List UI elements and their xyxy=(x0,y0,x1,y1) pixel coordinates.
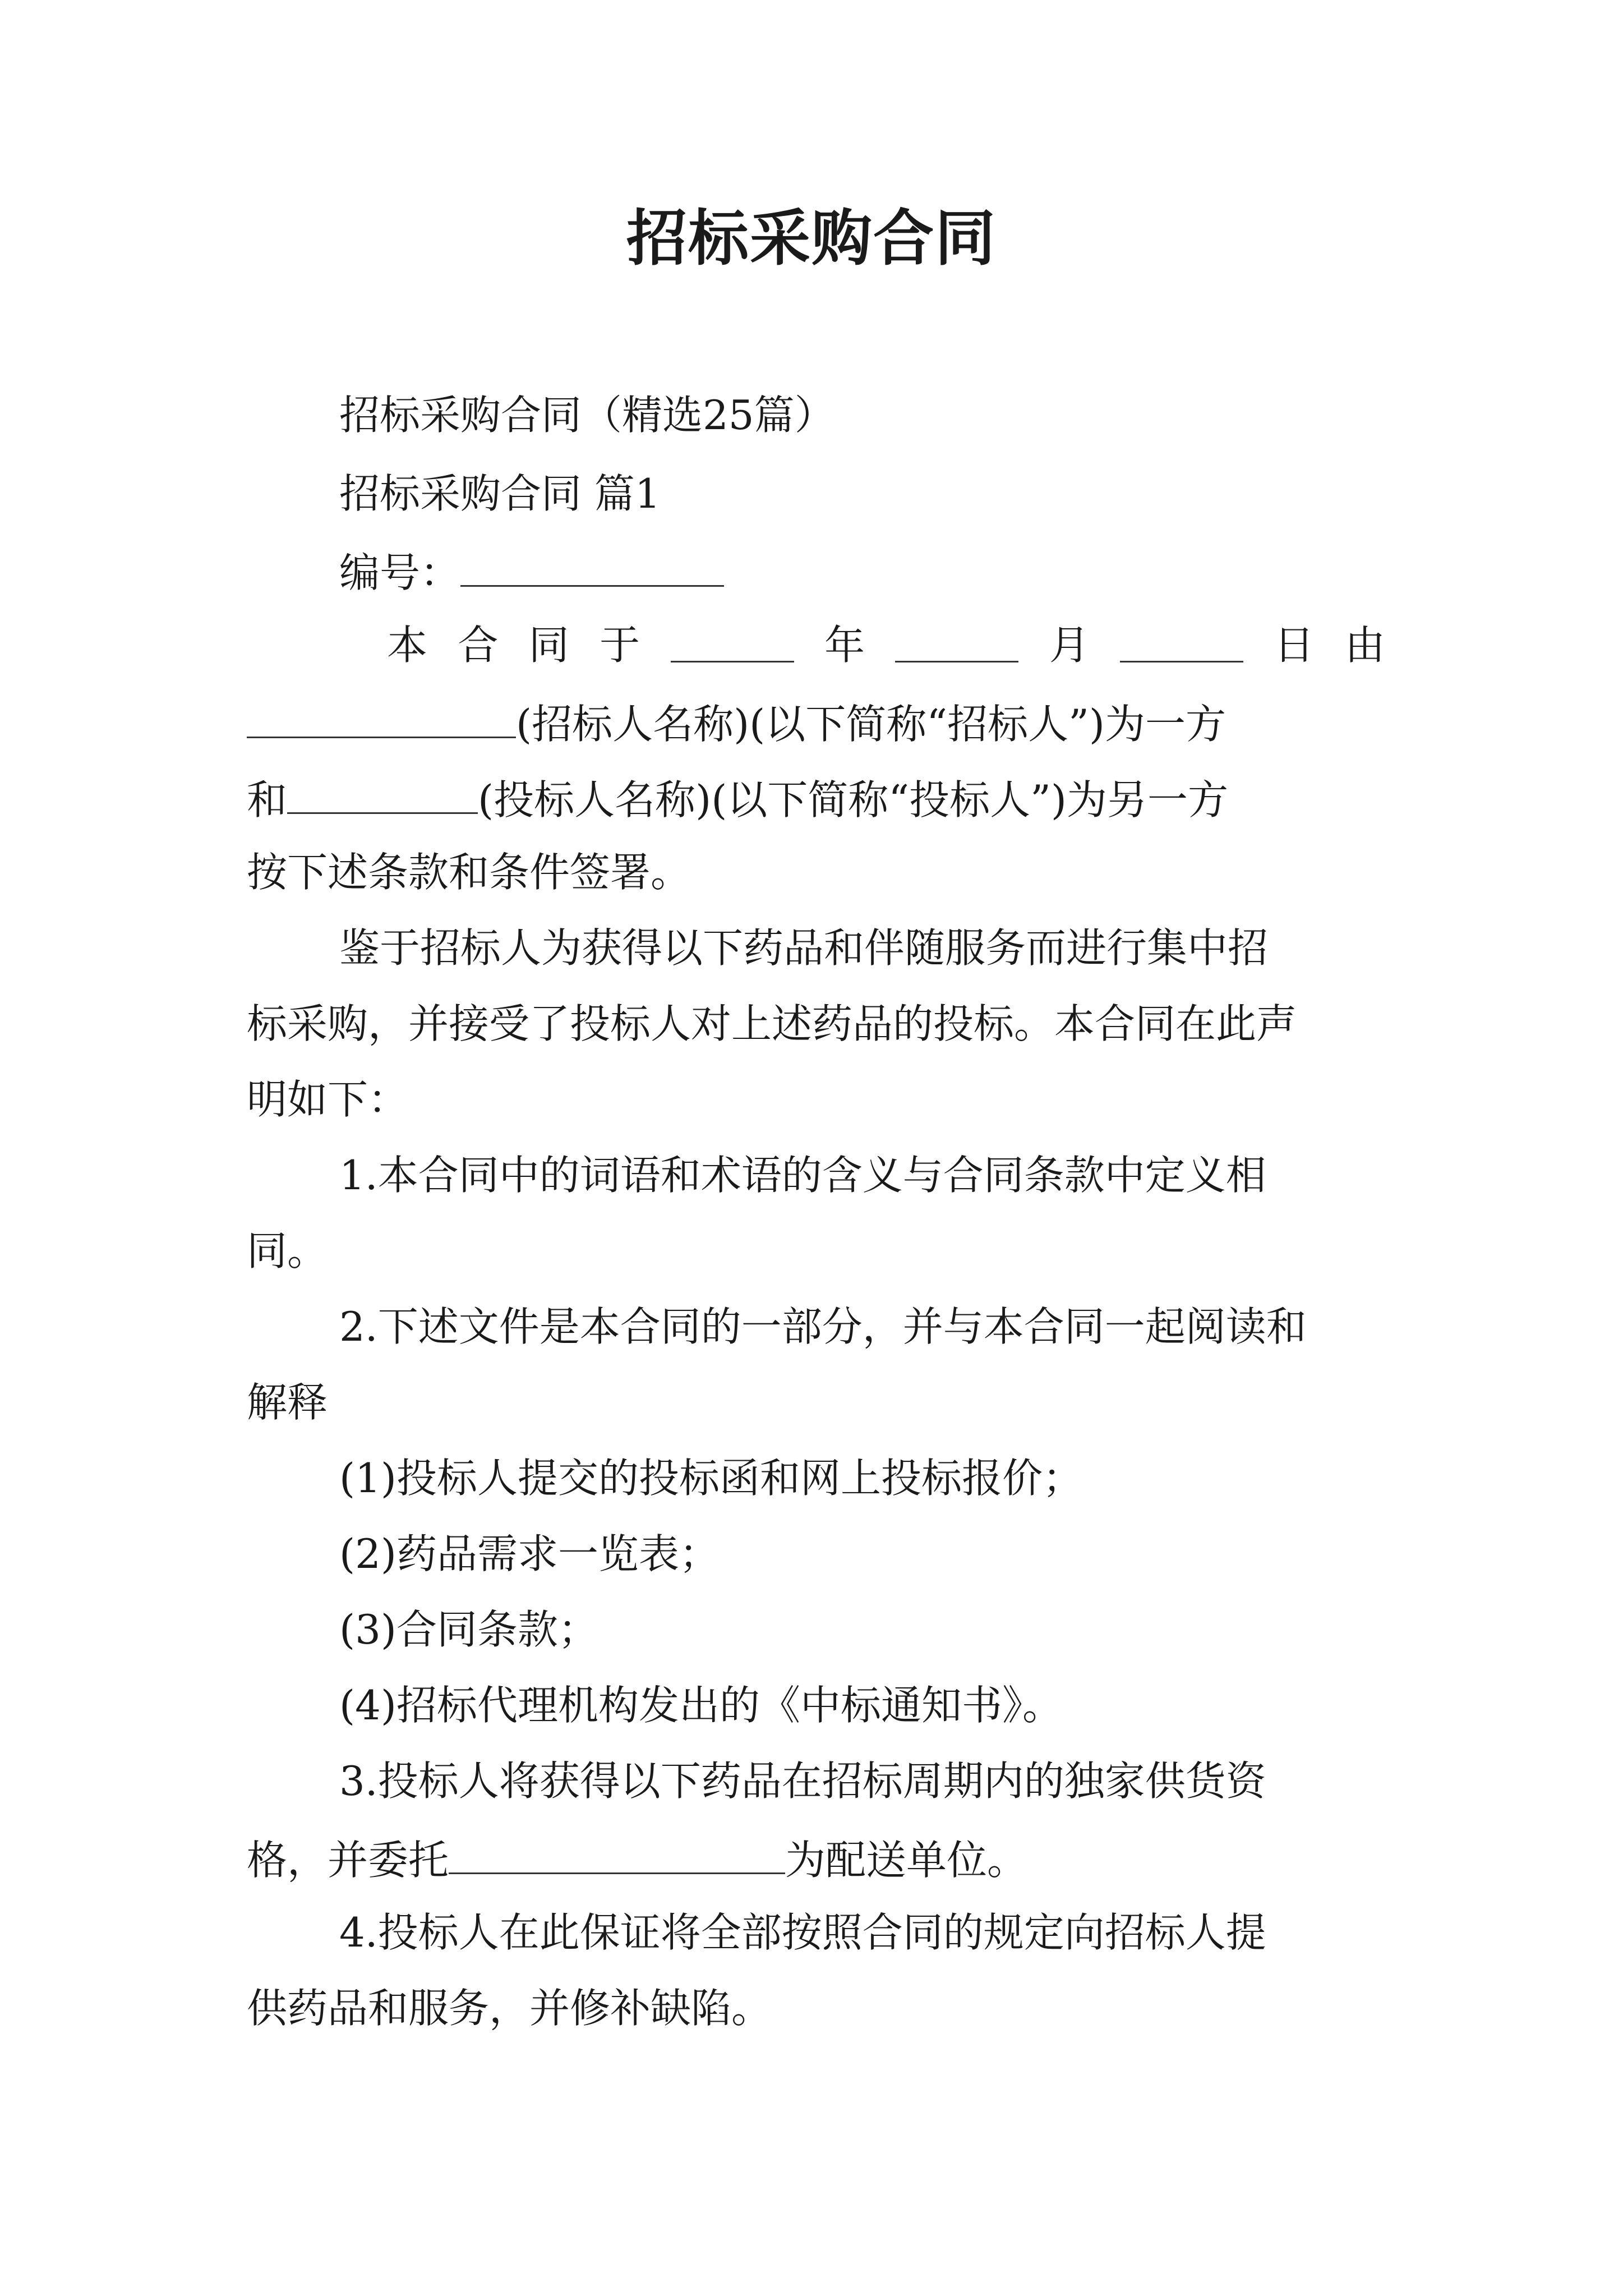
clause-1-line: 同。 xyxy=(247,1227,328,1274)
party-b-blank xyxy=(287,769,478,814)
intro-char: 合 xyxy=(458,622,499,669)
whereas-line: 标采购，并接受了投标人对上述药品的投标。本合同在此声 xyxy=(247,1000,1297,1047)
year-blank xyxy=(671,617,794,662)
clause-3-prefix: 格，并委托 xyxy=(247,1837,449,1884)
document-title: 招标采购合同 xyxy=(626,203,997,274)
clause-4-line: 4.投标人在此保证将全部按照合同的规定向招标人提 xyxy=(339,1909,1266,1956)
month-blank xyxy=(895,617,1018,662)
party-b-text: (投标人名称)(以下简称“投标人”)为另一方 xyxy=(478,776,1228,823)
intro-char: 于 xyxy=(600,622,640,669)
conjunction: 和 xyxy=(247,776,288,823)
intro-line-3 xyxy=(247,769,1228,828)
doc-item: (3)合同条款； xyxy=(339,1606,598,1653)
intro-char: 月 xyxy=(1049,622,1090,669)
clause-2-line: 2.下述文件是本合同的一部分，并与本合同一起阅读和 xyxy=(339,1303,1307,1350)
intro-char: 年 xyxy=(824,622,865,669)
clause-4-line: 供药品和服务，并修补缺陷。 xyxy=(247,1985,772,2032)
number-blank xyxy=(460,541,724,587)
doc-item: (4)招标代理机构发出的《中标通知书》。 xyxy=(339,1682,1063,1729)
intro-line-2 xyxy=(247,693,1226,752)
clause-1-line: 1.本合同中的词语和术语的含义与合同条款中定义相 xyxy=(339,1152,1266,1199)
clause-3-line-2 xyxy=(247,1829,1027,1888)
intro-char: 日 xyxy=(1274,622,1315,669)
subtitle: 招标采购合同（精选25篇） xyxy=(339,392,835,439)
clause-3-line: 3.投标人将获得以下药品在招标周期内的独家供货资 xyxy=(339,1757,1266,1805)
party-a-blank xyxy=(247,693,516,738)
clause-3-suffix: 为配送单位。 xyxy=(785,1837,1028,1884)
intro-char: 本 xyxy=(387,622,428,669)
number-row xyxy=(339,541,724,601)
clause-2-line: 解释 xyxy=(247,1379,328,1426)
whereas-line: 鉴于招标人为获得以下药品和伴随服务而进行集中招 xyxy=(339,924,1269,972)
party-a-text: (招标人名称)(以下简称“招标人”)为一方 xyxy=(516,701,1226,748)
distributor-blank xyxy=(449,1829,785,1874)
doc-item: (2)药品需求一览表； xyxy=(339,1530,720,1577)
doc-item: (1)投标人提交的投标函和网上投标报价； xyxy=(339,1455,1083,1502)
intro-char: 同 xyxy=(528,622,569,669)
day-blank xyxy=(1120,617,1243,662)
number-label: 编号： xyxy=(339,549,461,596)
intro-line-4: 按下述条款和条件签署。 xyxy=(247,849,691,896)
section-heading: 招标采购合同 篇1 xyxy=(339,470,661,517)
intro-line-1 xyxy=(247,617,1385,673)
whereas-line: 明如下： xyxy=(247,1076,409,1123)
intro-char: 由 xyxy=(1344,622,1385,669)
